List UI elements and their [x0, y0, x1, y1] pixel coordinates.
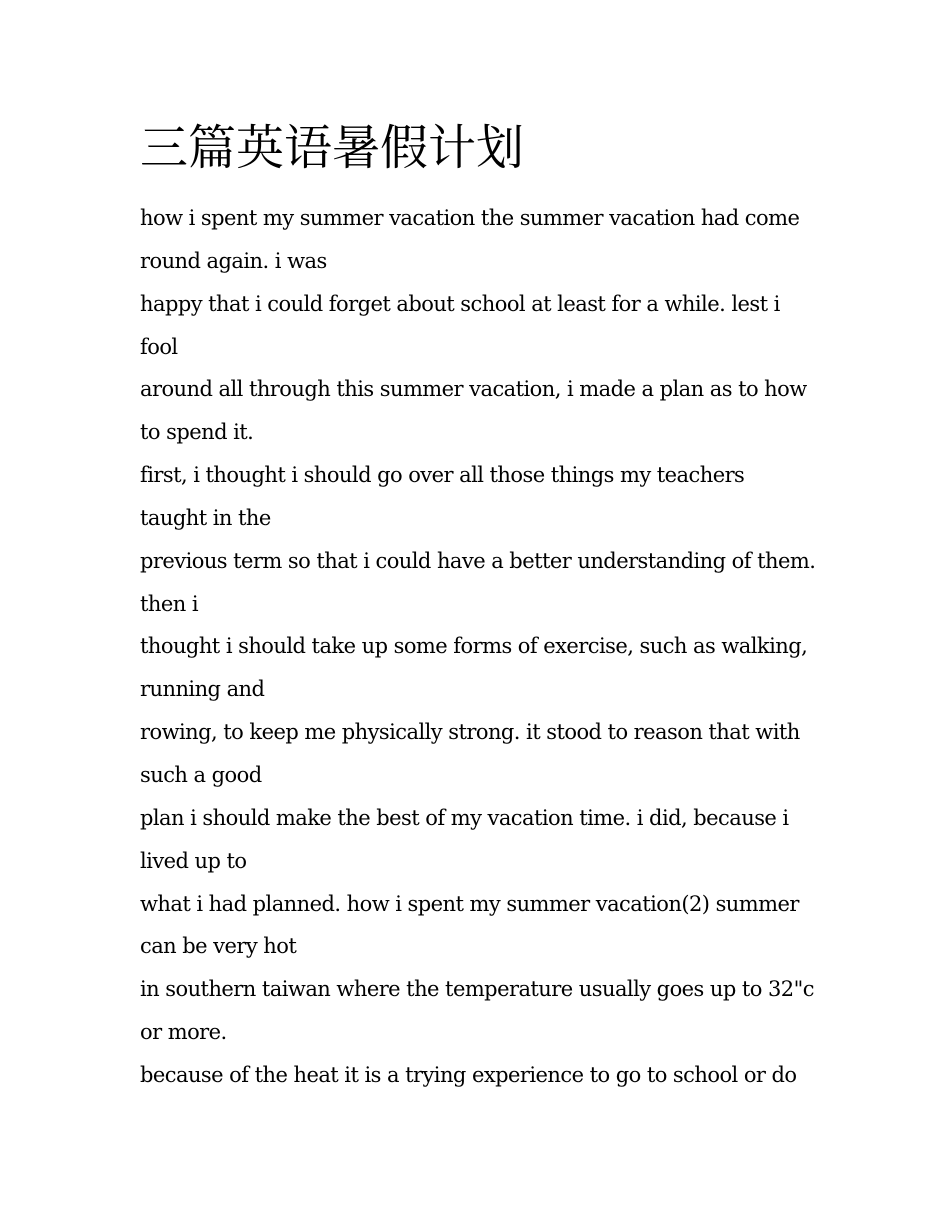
text-line: lived up to: [140, 848, 247, 873]
text-line: round again. i was: [140, 248, 327, 273]
text-line: previous term so that i could have a better understanding of them.: [140, 548, 816, 573]
document-body: [140, 197, 830, 1097]
text-line: what i had planned. how i spent my summer vacation(2) summer: [140, 891, 799, 916]
text-line: running and: [140, 677, 265, 702]
text-line: how i spent my summer vacation the summer vacation had come: [140, 206, 800, 230]
text-line: fool: [140, 334, 178, 359]
text-line: rowing, to keep me physically strong. it stood to reason that with: [140, 720, 800, 745]
text-line: happy that i could forget about school at least for a while. lest i: [140, 291, 780, 316]
text-line: first, i thought i should go over all those things my teachers: [140, 463, 745, 488]
document-title: 三篇英语暑假计划: [140, 120, 525, 176]
text-line: around all through this summer vacation, i made a plan as to how: [140, 377, 807, 402]
text-line: to spend it.: [140, 420, 254, 445]
text-line: or more.: [140, 1020, 227, 1045]
text-line: thought i should take up some forms of exercise, such as walking,: [140, 634, 808, 659]
text-line: because of the heat it is a trying experience to go to school or do: [140, 1062, 797, 1087]
text-line: then i: [140, 591, 199, 616]
text-line: plan i should make the best of my vacation time. i did, because i: [140, 805, 789, 830]
text-line: can be very hot: [140, 934, 297, 959]
document-page: [140, 0, 830, 1229]
text-line: taught in the: [140, 505, 271, 530]
text-line: such a good: [140, 762, 262, 787]
text-line: in southern taiwan where the temperature usually goes up to 32"c: [140, 977, 814, 1002]
